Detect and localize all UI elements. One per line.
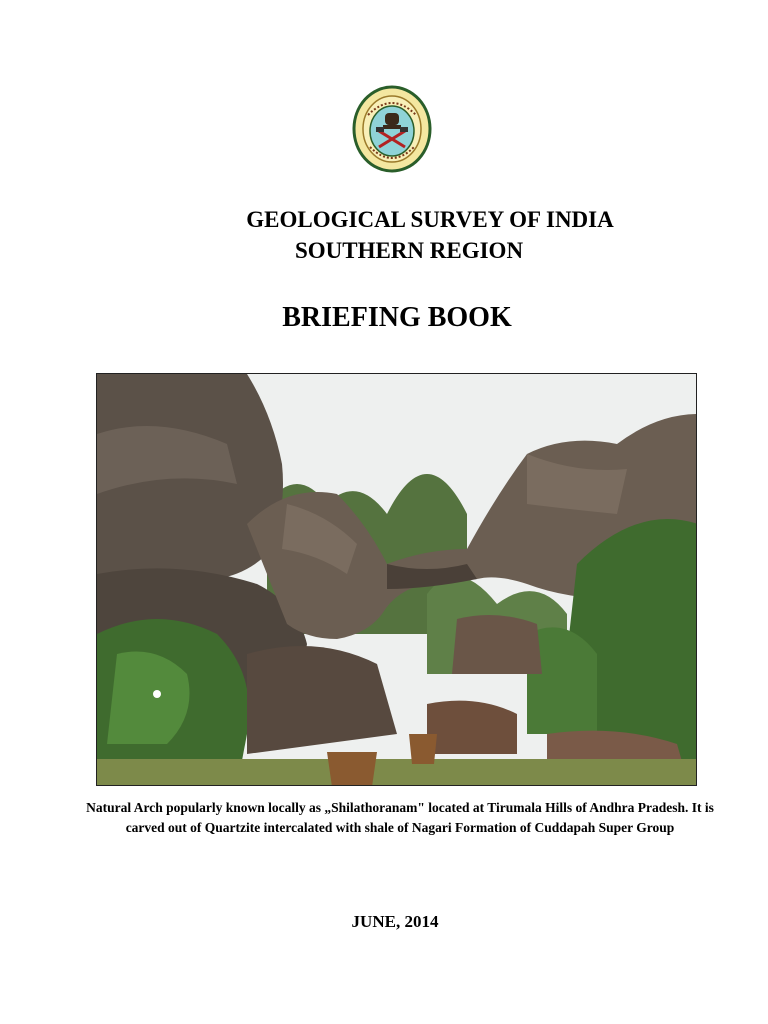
publication-date: JUNE, 2014 — [351, 912, 439, 931]
photo-caption: Natural Arch popularly known locally as „Shilathoranam" located at Tirumala Hills of Andhra Pradesh. It is carved out of Quartzite intercalated with shale of Nagari Formation of Cuddapah Super Group — [86, 800, 714, 835]
organization-name: GEOLOGICAL SURVEY OF INDIA — [246, 207, 614, 232]
gsi-emblem-logo-icon — [352, 85, 432, 173]
natural-arch-photo-icon — [96, 373, 697, 786]
document-title: BRIEFING BOOK — [282, 302, 512, 333]
region-name: SOUTHERN REGION — [294, 238, 524, 263]
